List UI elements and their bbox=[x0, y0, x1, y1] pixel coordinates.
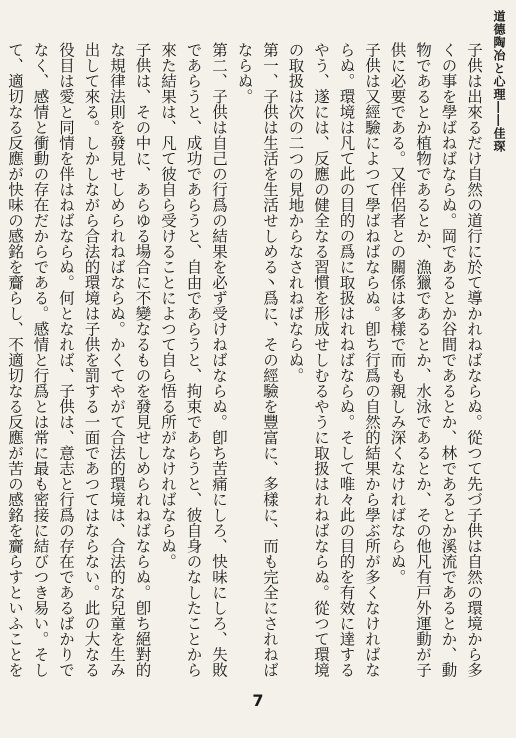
paragraph-3: 第一、子供は生活を生活せしめる丶爲に、その經驗を豐富に、多樣に、而も完全にされねばならぬ。 bbox=[235, 42, 279, 678]
paragraph-1: 子供は出來るだけ自然の道行に於て導かれねばならぬ。從つて先づ子供は自然の環境から多くの事を學ばねばならぬ。岡であるとか谷間であるとか、林であるとか溪流であるとか、動物であるとか植物であるとか、漁獵であるとか、水泳であるとか、その他凡有戸外運動が子供に必要である。又伴侶者との關係は多樣で而も親しみ深くなければならぬ。 bbox=[388, 42, 483, 678]
body-text bbox=[6, 42, 486, 682]
page-number: 7 bbox=[252, 691, 264, 710]
paragraph-4: 第二、子供は自己の行爲の結果を必ず受けねばならぬ。卽ち苦痛にしろ、快味にしろ、失敗であらうと、成功であらうと、自由であらうと、拘束であらうと、彼自身のなしたことから來た結果は、凡て彼自ら受けることによつて自ら悟る所がなければならぬ。 bbox=[159, 42, 228, 678]
running-header: 道德陶冶と心理――佳琛 bbox=[492, 10, 506, 153]
paragraph-2: 子供は又經驗によつて學ばねばならぬ。卽ち行爲の自然的結果から學ぶ所が多くなければならぬ。環境は凡て此の目的の爲に取扱はれねばならぬ。そして唯々此の目的を有效に達するやう、遂には、反應の健全なる習慣を形成せしむるやうに取扱はれねばならぬ。從つて環境の取扱は次の二つの見地からなされねばならぬ。 bbox=[286, 42, 381, 678]
paragraph-5: 子供は、その中に、あらゆる場合に不變なるものを發見せしめられねばならぬ。卽ち絕對的な規律法則を發見せしめられねばならぬ。かくてやがて合法的環境は、合法的な兒童を生み出して來る。しかしながら合法的環境は子供を罰する一面であつてはならない。此の大なる役目は愛と同情を伴はねばならぬ。何となれば、子供は、意志と行爲の存在であるばかりでなく、感情と衝動の存在だからである。感情と行爲とは常に最も密接に結びつき易い。そして、適切なる反應が快味の感銘を齎らし、不適切なる反應が苦の感銘を齎らすといふことを bbox=[6, 42, 152, 678]
